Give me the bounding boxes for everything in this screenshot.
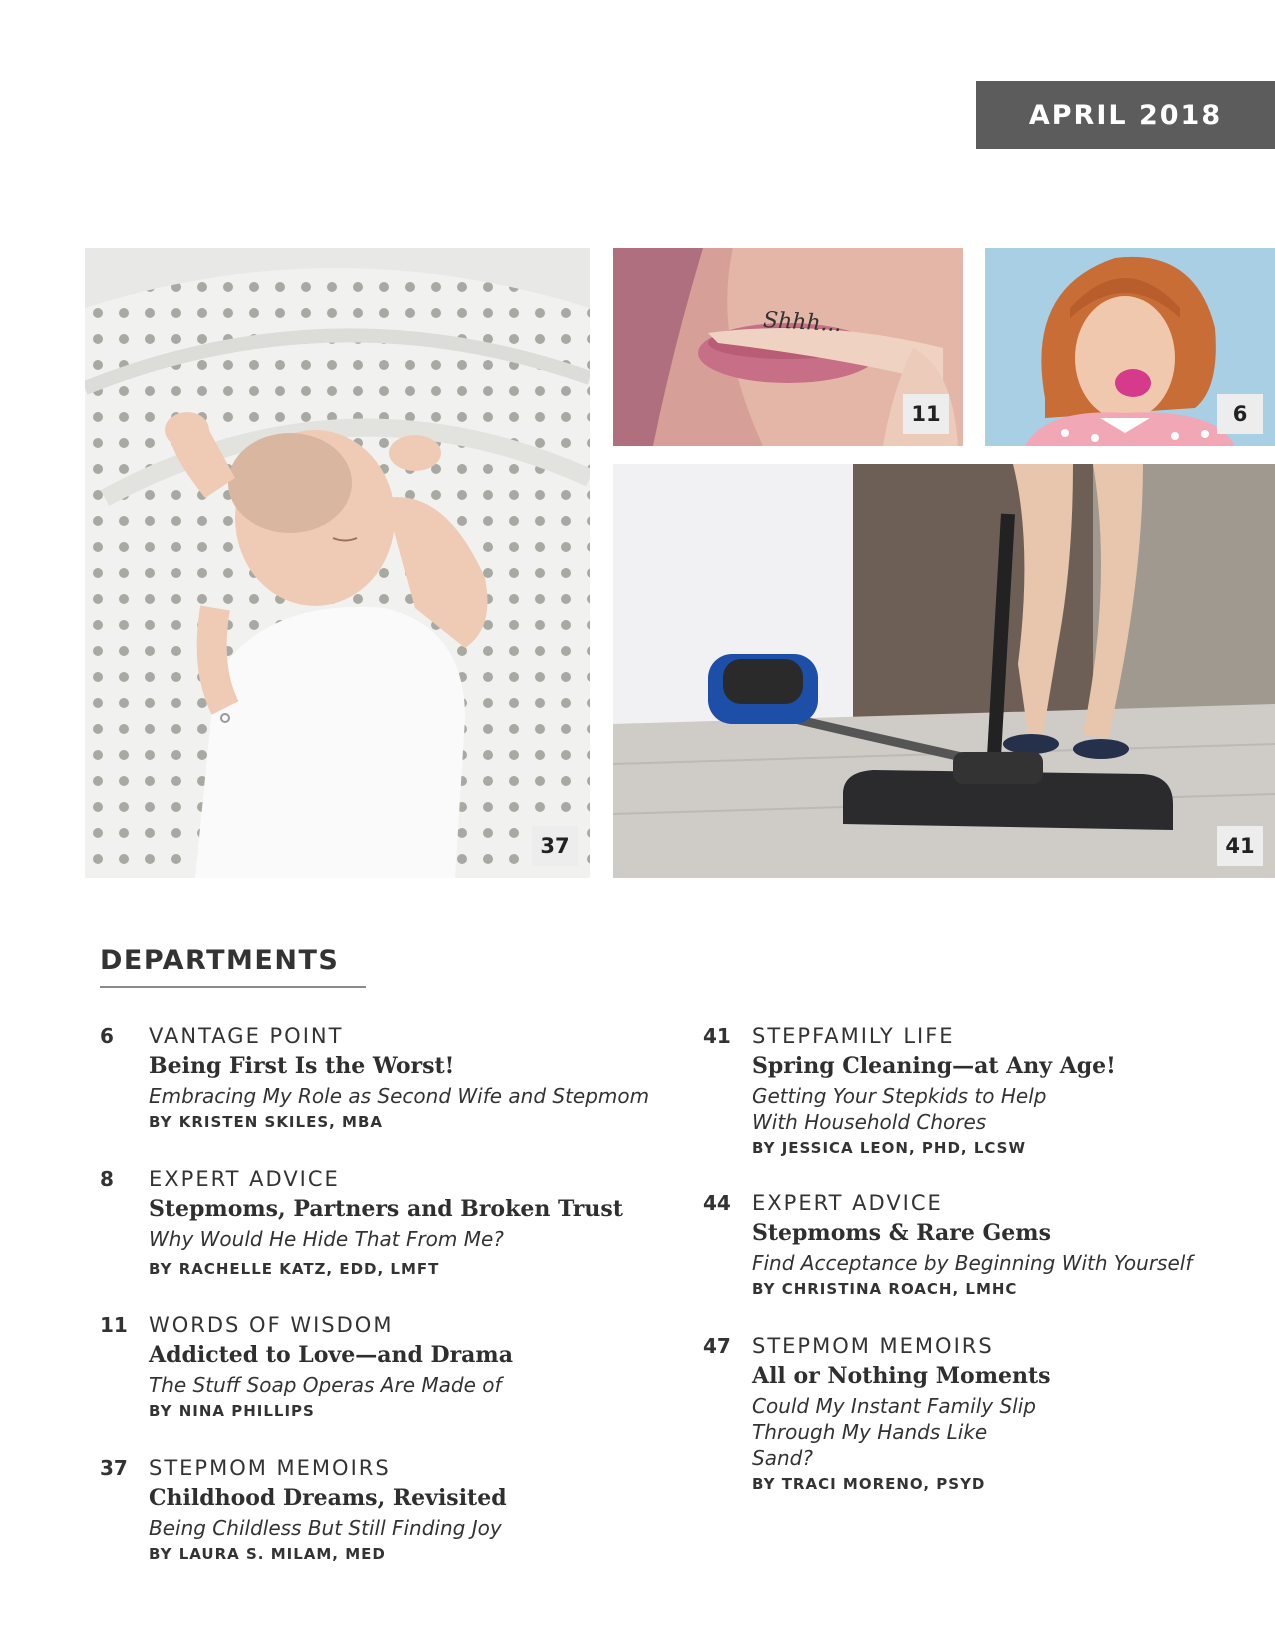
entry-title[interactable]: Stepmoms, Partners and Broken Trust [149, 1196, 623, 1222]
entry-subtitle-line-2: Through My Hands Like Sand? [752, 1420, 988, 1470]
entry-title[interactable]: All or Nothing Moments [752, 1363, 1051, 1389]
entry-subtitle: The Stuff Soap Operas Are Made of [149, 1373, 502, 1397]
baby-photo[interactable] [85, 248, 590, 878]
entry-category: STEPMOM MEMOIRS [752, 1334, 994, 1358]
entry-category: EXPERT ADVICE [752, 1191, 943, 1215]
entry-subtitle-line-1: Getting Your Stepkids to Help [752, 1084, 1047, 1108]
entry-subtitle: Being Childless But Still Finding Joy [149, 1516, 502, 1540]
entry-page-number: 41 [703, 1024, 731, 1048]
entry-author: BY JESSICA LEON, PHD, LCSW [752, 1139, 1027, 1157]
entry-subtitle-line-1: Could My Instant Family Slip [752, 1394, 1036, 1418]
page-badge-label: 41 [1225, 834, 1255, 858]
entry-page-number: 37 [100, 1456, 128, 1480]
entry-page-number: 44 [703, 1191, 731, 1215]
shhh-photo[interactable] [613, 248, 963, 446]
page-badge-6 [1217, 394, 1263, 434]
entry-category: VANTAGE POINT [149, 1024, 344, 1048]
entry-title[interactable]: Stepmoms & Rare Gems [752, 1220, 1051, 1246]
entry-page-number: 47 [703, 1334, 731, 1358]
vacuum-photo[interactable] [613, 464, 1275, 878]
finger-tattoo-text: Shhh... [762, 307, 843, 338]
issue-date: APRIL 2018 [1028, 99, 1223, 131]
departments-heading: DEPARTMENTS [100, 945, 366, 988]
entry-title[interactable]: Being First Is the Worst! [149, 1053, 455, 1079]
entry-page-number: 6 [100, 1024, 114, 1048]
entry-category: STEPMOM MEMOIRS [149, 1456, 391, 1480]
entry-page-number: 11 [100, 1313, 128, 1337]
entry-subtitle: Find Acceptance by Beginning With Yourself [752, 1251, 1193, 1275]
entry-subtitle: Why Would He Hide That From Me? [149, 1227, 504, 1251]
page-badge-label: 37 [540, 834, 570, 858]
page-badge-label: 6 [1232, 402, 1248, 426]
entry-category: WORDS OF WISDOM [149, 1313, 394, 1337]
page-badge-label: 11 [911, 402, 941, 426]
entry-author: BY NINA PHILLIPS [149, 1402, 315, 1420]
entry-title[interactable]: Spring Cleaning—at Any Age! [752, 1053, 1116, 1079]
vacuum-illustration [613, 464, 1275, 878]
entry-title[interactable]: Addicted to Love—and Drama [149, 1342, 513, 1368]
page-badge-11 [903, 394, 949, 434]
entry-author: BY LAURA S. MILAM, MED [149, 1545, 386, 1563]
redhead-photo[interactable] [985, 248, 1275, 446]
entry-author: BY TRACI MORENO, PSYD [752, 1475, 986, 1493]
entry-page-number: 8 [100, 1167, 114, 1191]
entry-category: EXPERT ADVICE [149, 1167, 340, 1191]
entry-subtitle-line-2: With Household Chores [752, 1110, 987, 1134]
page-badge-37 [532, 826, 578, 866]
entry-author: BY CHRISTINA ROACH, LMHC [752, 1280, 1018, 1298]
entry-author: BY RACHELLE KATZ, EDD, LMFT [149, 1260, 440, 1278]
entry-title[interactable]: Childhood Dreams, Revisited [149, 1485, 507, 1511]
entry-category: STEPFAMILY LIFE [752, 1024, 955, 1048]
baby-illustration [85, 248, 590, 878]
entry-author: BY KRISTEN SKILES, MBA [149, 1113, 384, 1131]
issue-date-banner [976, 81, 1275, 149]
entry-subtitle: Embracing My Role as Second Wife and Stepmom [149, 1084, 650, 1108]
page-badge-41 [1217, 826, 1263, 866]
